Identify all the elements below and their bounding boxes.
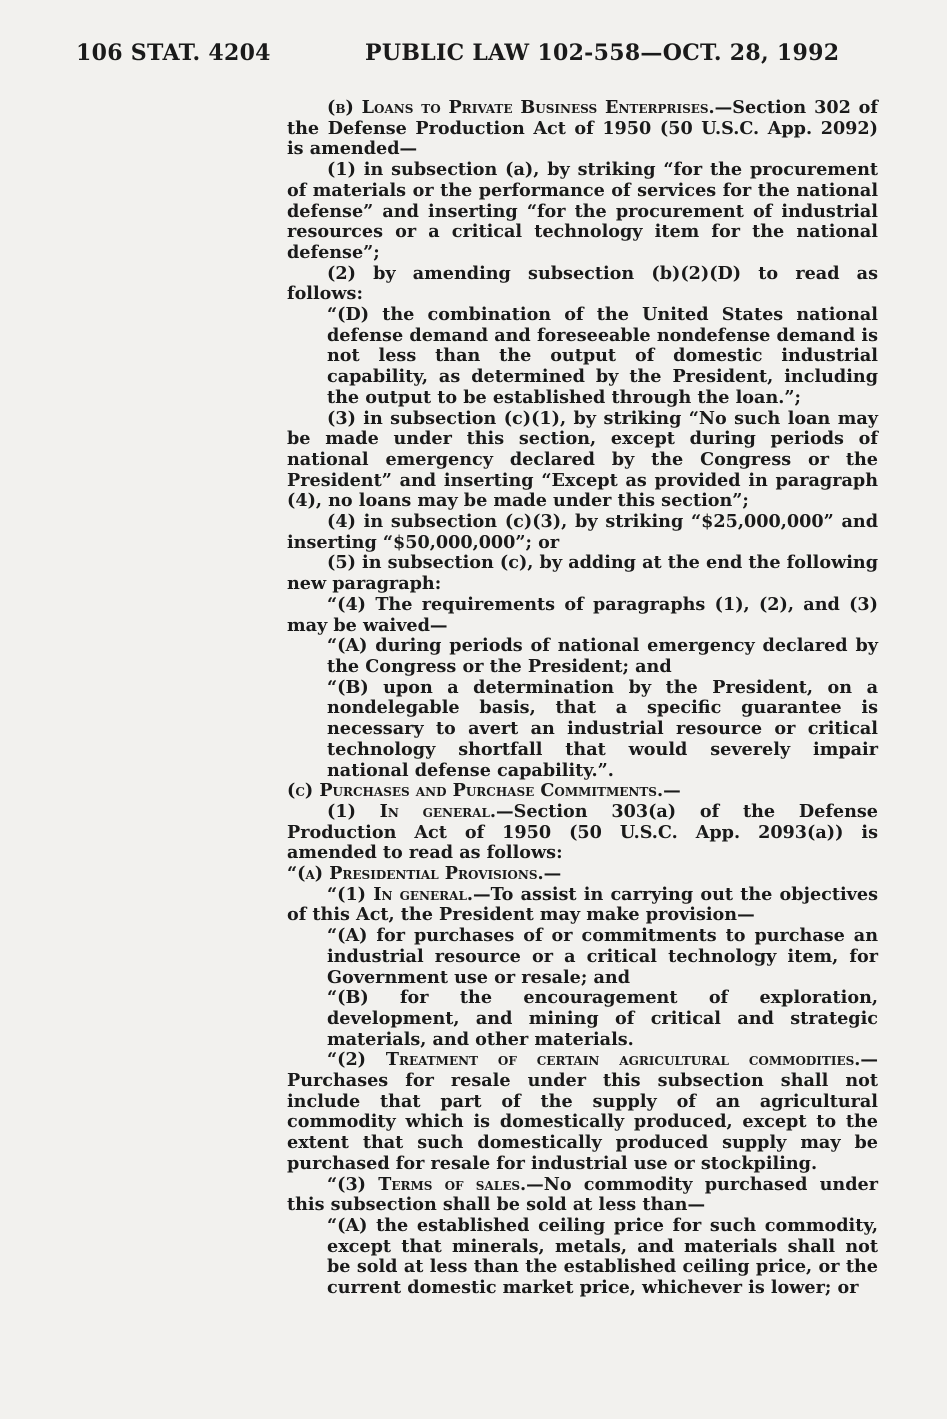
section-heading: “(1) In general.	[327, 883, 474, 905]
paragraph-text: —Section 303(a) of the Defense Production Act of 1950 (50 U.S.C. App. 2093(a)) is amended to read as follows:	[287, 800, 878, 864]
section-heading: (b) Loans to Private Business Enterprises.	[327, 97, 715, 118]
paragraph-a1-B: “(B) for the encouragement of exploration, development, and mining of critical and strategic materials, and other materials.	[327, 987, 878, 1050]
paragraph-a3-A: “(A) the established ceiling price for such commodity, except that minerals, metals, and materials shall not be sold at less than the established ceiling price, or the current domestic market price, whichever is lower; or	[327, 1214, 878, 1299]
paragraph-c	[287, 781, 878, 802]
paragraph-b4: (4) in subsection (c)(3), by striking “$25,000,000” and inserting “$50,000,000”; or	[287, 511, 878, 553]
paragraph-a	[287, 864, 878, 885]
section-heading: “(3) Terms of sales.	[327, 1173, 527, 1195]
paragraph-text: —To assist in carrying out the objectives of this Act, the President may make provision—	[287, 883, 878, 926]
section-heading: “(2) Treatment of certain agricultural commodities.—	[327, 1049, 878, 1071]
document-body	[287, 98, 878, 1299]
paragraph-c4: “(4) The requirements of paragraphs (1), (2), and (3) may be waived—	[287, 593, 878, 636]
section-heading: (c) Purchases and Purchase Commitments.—	[287, 780, 681, 802]
section-heading: “(a) Presidential Provisions.—	[287, 863, 562, 885]
paragraph-text: —Section 302 of the Defense Production Act of 1950 (50 U.S.C. App. 2092) is amended—	[287, 97, 878, 160]
paragraph-c1	[287, 802, 878, 864]
paragraph-c4-B: “(B) upon a determination by the President, on a nondelegable basis, that a specific guarantee is necessary to avert an industrial resource or critical technology shortfall that would severely impair national defense capability.”.	[327, 676, 878, 781]
paragraph-b5: (5) in subsection (c), by adding at the end the following new paragraph:	[287, 552, 878, 595]
paragraph-c4-A: “(A) during periods of national emergency declared by the Congress or the President; and	[327, 635, 878, 677]
paragraph-b2-D: “(D) the combination of the United States national defense demand and foreseeable nondefense demand is not less than the output of domestic industrial capability, as determined by the President, including the output to be established through the loan.”;	[327, 304, 878, 408]
paragraph-a1	[287, 885, 878, 926]
paragraph-b1: (1) in subsection (a), by striking “for the procurement of materials or the performance of services for the national defense” and inserting “for the procurement of industrial resources or a critical technology item for the national defense”;	[287, 159, 878, 263]
paragraph-b2: (2) by amending subsection (b)(2)(D) to read as follows:	[287, 262, 878, 305]
statute-page-number: 106 STAT. 4204	[76, 40, 271, 66]
paragraph-a1-A: “(A) for purchases of or commitments to purchase an industrial resource or a critical technology item, for Government use or resale; and	[327, 925, 878, 988]
paragraph-b3: (3) in subsection (c)(1), by striking “No such loan may be made under this section, except during periods of national emergency declared by the Congress or the President” and inserting “Except as provided in paragraph (4), no loans may be made under this section”;	[287, 407, 878, 512]
paragraph-a3	[287, 1175, 878, 1216]
section-heading: (1) In general.	[327, 800, 497, 822]
paragraph-a2	[287, 1050, 878, 1174]
running-header: PUBLIC LAW 102-558—OCT. 28, 1992	[365, 40, 840, 66]
paragraph-text: Purchases for resale under this subsection shall not include that part of the supply of an agricultural commodity which is domestically produced, except to the extent that such domestically produced supply may be purchased for resale for industrial use or stockpiling.	[287, 1070, 878, 1174]
paragraph-b	[287, 98, 878, 160]
paragraph-text: —No commodity purchased under this subsection shall be sold at less than—	[287, 1173, 878, 1216]
